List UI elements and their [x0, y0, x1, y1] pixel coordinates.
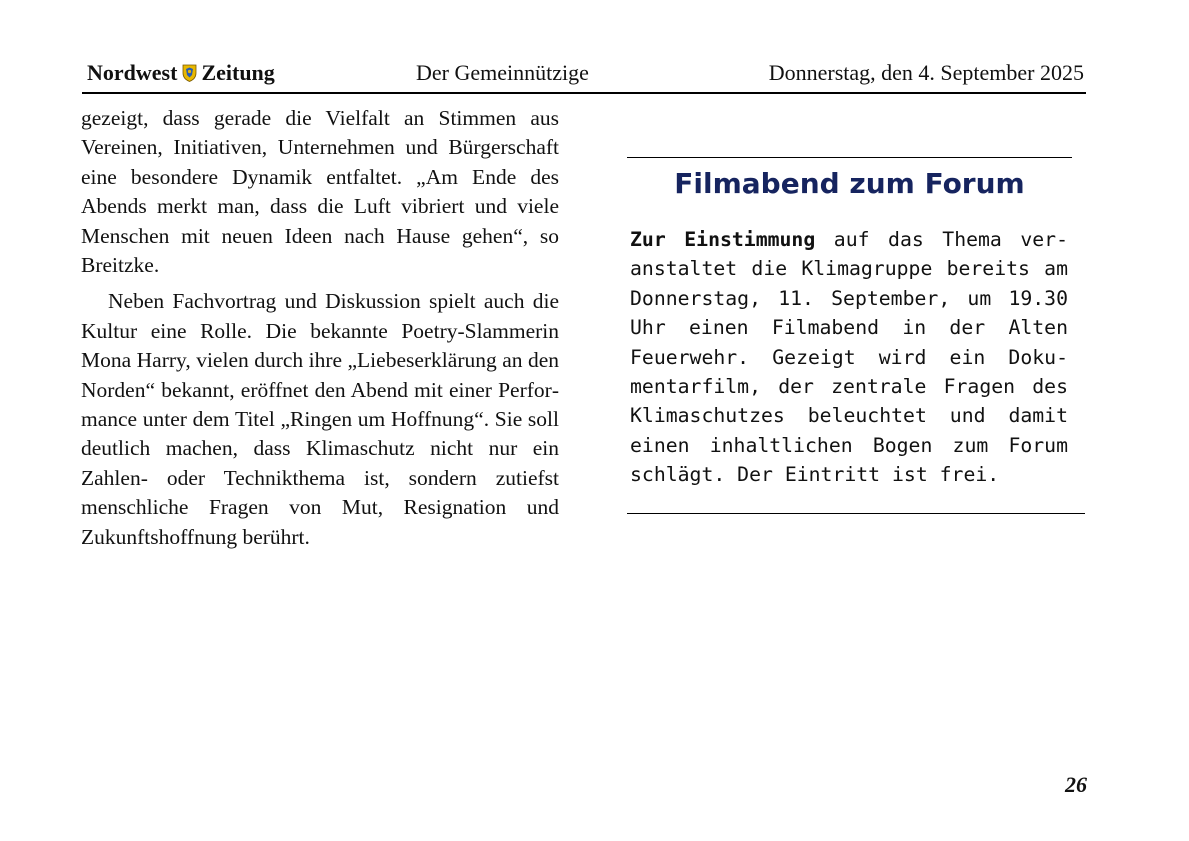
page-number: 26 [1065, 772, 1087, 797]
box-body [630, 225, 1068, 490]
issue-date: Donnerstag, den 4. September 2025 [768, 60, 1084, 85]
article-paragraph-1: gezeigt, dass gerade die Vielfalt an Stimmen aus Vereinen, Initiativen, Unternehmen und Bürgerschaft eine besondere Dynamik entfaltet. „Am Ende des Abends merkt man, dass die Luft vibriert und viele Menschen mit neuen Ideen nach Hause gehen“, so Breitzke. [81, 106, 559, 278]
article-paragraph-2: Neben Fachvortrag und Diskussion spielt auch die Kultur eine Rolle. Die bekannte Poetry-Slammerin Mona Harry, vielen durch ihre „Liebeserklärung an den Norden“ bekannt, eröffnet den Abend mit einer Performance unter dem Titel „Ringen um Hoffnung“. Sie soll deutlich machen, dass Klimaschutz nicht nur ein Zahlen- oder Technikthema ist, sondern zutiefst menschliche Fragen von Mut, Resignation und Zukunftshoffnung berührt. [81, 289, 559, 549]
box-bottom-rule [627, 513, 1085, 514]
masthead-word-left: Nordwest [87, 60, 178, 85]
masthead-word-right: Zeitung [201, 60, 275, 85]
box-body-text: auf das Thema veranstaltet die Klimagruppe bereits am Donnerstag, 11. September, um 19.30 Uhr einen Filmabend in der Alten Feuerwehr. Gezeigt wird ein Dokumentarfilm, der zentrale Fragen des Klimaschutzes beleuchtet und damit einen inhaltlichen Bogen zum Forum schlägt. Der Eintritt ist frei. [630, 228, 1069, 487]
box-top-rule [627, 157, 1072, 158]
coat-of-arms-icon [182, 64, 197, 82]
section-title: Der Gemeinnützige [416, 60, 589, 85]
box-lead: Zur Einstimmung [630, 228, 816, 251]
box-title: Filmabend zum Forum [674, 167, 1025, 200]
page-header [82, 58, 1086, 94]
article-column [81, 104, 559, 552]
newspaper-masthead [87, 60, 275, 86]
